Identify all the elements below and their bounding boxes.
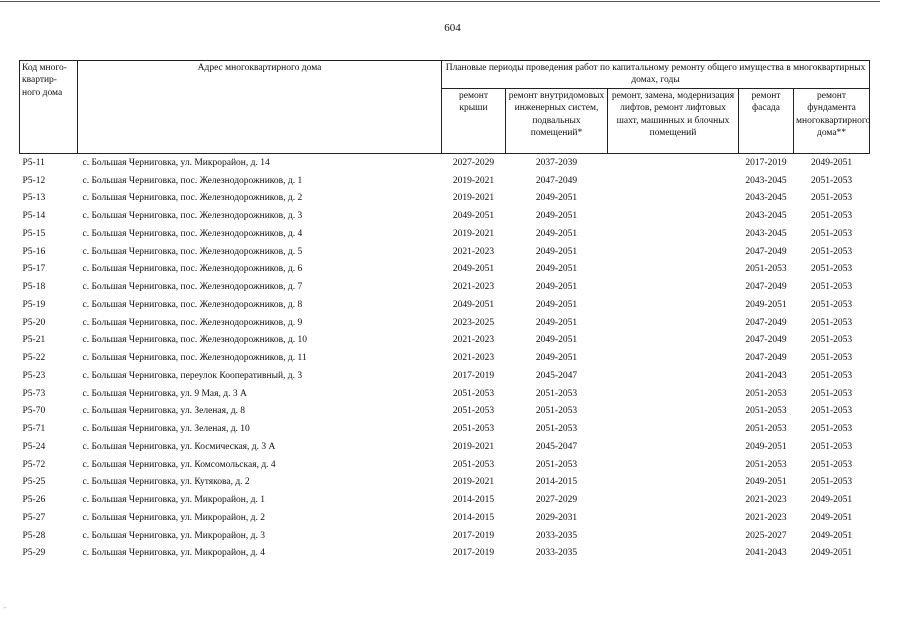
cell-address: с. Большая Черниговка, пос. Железнодорожников, д. 9: [82, 317, 303, 328]
cell-facade: 2047-2049: [745, 317, 787, 328]
cell-address: с. Большая Черниговка, ул. Микрорайон, д. 3: [82, 530, 265, 541]
cell-elevators: [608, 385, 739, 403]
cell-address: с. Большая Черниговка, пос. Железнодорожников, д. 3: [82, 211, 303, 222]
cell-facade: 2049-2051: [745, 477, 787, 488]
header-foundation: ремонт фундамента многоквартирного дома**: [794, 89, 870, 154]
cell-code: Р5-22: [22, 353, 46, 364]
cell-elevators: [608, 225, 739, 243]
cell-elevators: [608, 154, 739, 172]
cell-systems: 2049-2051: [535, 317, 578, 328]
page-number: 604: [444, 22, 461, 34]
cell-systems: 2045-2047: [535, 370, 578, 381]
cell-roof: 2051-2053: [452, 424, 495, 435]
cell-systems: 2049-2051: [535, 211, 578, 222]
cell-roof: 2027-2029: [452, 157, 495, 168]
cell-systems: 2014-2015: [535, 477, 578, 488]
cell-facade: 2047-2049: [745, 335, 787, 346]
cell-systems: 2051-2053: [535, 388, 578, 399]
cell-foundation: 2051-2053: [810, 388, 853, 399]
cell-foundation: 2049-2051: [810, 157, 853, 168]
cell-code: Р5-72: [22, 459, 46, 470]
table-row: [20, 456, 870, 474]
cell-foundation: 2051-2053: [810, 353, 853, 364]
cell-elevators: [608, 367, 739, 385]
header-address: Адрес многоквартирного дома: [78, 61, 442, 154]
cell-code: Р5-28: [22, 530, 46, 541]
cell-roof: 2017-2019: [452, 370, 495, 381]
cell-code: Р5-18: [22, 282, 46, 293]
cell-roof: 2021-2023: [452, 246, 495, 257]
cell-facade: 2051-2053: [745, 424, 787, 435]
cell-elevators: [608, 420, 739, 438]
table-row: [20, 349, 870, 367]
capital-repair-table: [19, 60, 870, 562]
cell-facade: 2047-2049: [745, 246, 787, 257]
cell-roof: 2051-2053: [452, 459, 495, 470]
cell-systems: 2049-2051: [535, 193, 578, 204]
cell-elevators: [608, 491, 739, 509]
cell-foundation: 2049-2051: [810, 548, 853, 559]
cell-address: с. Большая Черниговка, ул. Микрорайон, д. 1: [82, 495, 265, 506]
cell-foundation: 2051-2053: [810, 264, 853, 275]
table-row: [20, 278, 870, 296]
top-rule: [0, 1, 880, 2]
cell-systems: 2047-2049: [535, 175, 578, 186]
cell-facade: 2017-2019: [745, 157, 787, 168]
cell-foundation: 2051-2053: [810, 246, 853, 257]
table-row: [20, 207, 870, 225]
cell-foundation: 2049-2051: [810, 512, 853, 523]
cell-systems: 2027-2029: [535, 495, 578, 506]
cell-foundation: 2051-2053: [810, 459, 853, 470]
cell-elevators: [608, 349, 739, 367]
cell-foundation: 2051-2053: [810, 299, 853, 310]
cell-elevators: [608, 172, 739, 190]
cell-roof: 2019-2021: [452, 193, 495, 204]
cell-address: с. Большая Черниговка, ул. Микрорайон, д. 2: [82, 512, 265, 523]
table-row: [20, 190, 870, 208]
cell-foundation: 2049-2051: [810, 530, 853, 541]
cell-roof: 2017-2019: [452, 548, 495, 559]
table-row: [20, 403, 870, 421]
table-body: [20, 154, 870, 563]
table-row: [20, 438, 870, 456]
cell-foundation: 2051-2053: [810, 406, 853, 417]
table-row: [20, 261, 870, 279]
cell-facade: 2049-2051: [745, 299, 787, 310]
cell-roof: 2023-2025: [452, 317, 495, 328]
cell-facade: 2047-2049: [745, 282, 787, 293]
header-facade: ремонт фасада: [739, 89, 794, 154]
table-row: [20, 527, 870, 545]
cell-address: с. Большая Черниговка, ул. 9 Мая, д. 3 А: [82, 388, 247, 399]
cell-address: с. Большая Черниговка, пос. Железнодорожников, д. 5: [82, 246, 303, 257]
cell-address: с. Большая Черниговка, пос. Железнодорожников, д. 1: [82, 175, 303, 186]
cell-address: с. Большая Черниговка, пос. Железнодорожников, д. 11: [82, 353, 307, 364]
cell-code: Р5-17: [22, 264, 46, 275]
cell-address: с. Большая Черниговка, пос. Железнодорожников, д. 4: [82, 228, 303, 239]
cell-code: Р5-24: [22, 441, 46, 452]
table-row: [20, 172, 870, 190]
cell-address: с. Большая Черниговка, ул. Микрорайон, д. 4: [82, 548, 265, 559]
cell-roof: 2019-2021: [452, 477, 495, 488]
cell-code: Р5-23: [22, 370, 46, 381]
cell-foundation: 2051-2053: [810, 317, 853, 328]
cell-elevators: [608, 527, 739, 545]
cell-elevators: [608, 278, 739, 296]
cell-code: Р5-70: [22, 406, 46, 417]
cell-foundation: 2051-2053: [810, 228, 853, 239]
cell-facade: 2021-2023: [745, 495, 787, 506]
cell-address: с. Большая Черниговка, ул. Кутякова, д. 2: [82, 477, 250, 488]
cell-elevators: [608, 438, 739, 456]
cell-systems: 2049-2051: [535, 282, 578, 293]
cell-facade: 2049-2051: [745, 441, 787, 452]
header-row-main: [20, 61, 870, 89]
cell-facade: 2047-2049: [745, 353, 787, 364]
header-periods: Плановые периоды проведения работ по капитальному ремонту общего имущества в многоквартирных домах, годы: [442, 61, 870, 89]
table-row: [20, 243, 870, 261]
cell-facade: 2025-2027: [745, 530, 787, 541]
cell-facade: 2043-2045: [745, 228, 787, 239]
table-row: [20, 491, 870, 509]
cell-code: Р5-25: [22, 477, 46, 488]
cell-facade: 2021-2023: [745, 512, 787, 523]
cell-facade: 2043-2045: [745, 175, 787, 186]
cell-elevators: [608, 403, 739, 421]
cell-foundation: 2051-2053: [810, 335, 853, 346]
cell-facade: 2051-2053: [745, 459, 787, 470]
cell-roof: 2049-2051: [452, 299, 495, 310]
table-row: [20, 154, 870, 172]
cell-roof: 2017-2019: [452, 530, 495, 541]
table-row: [20, 332, 870, 350]
cell-code: Р5-19: [22, 299, 46, 310]
cell-systems: 2045-2047: [535, 441, 578, 452]
cell-elevators: [608, 314, 739, 332]
cell-roof: 2019-2021: [452, 441, 495, 452]
cell-elevators: [608, 456, 739, 474]
cell-systems: 2049-2051: [535, 264, 578, 275]
cell-roof: 2049-2051: [452, 264, 495, 275]
cell-code: Р5-73: [22, 388, 46, 399]
cell-elevators: [608, 296, 739, 314]
cell-address: с. Большая Черниговка, пос. Железнодорожников, д. 6: [82, 264, 303, 275]
cell-systems: 2049-2051: [535, 228, 578, 239]
cell-roof: 2014-2015: [452, 512, 495, 523]
cell-facade: 2041-2043: [745, 548, 787, 559]
cell-roof: 2021-2023: [452, 353, 495, 364]
table-row: [20, 509, 870, 527]
cell-foundation: 2051-2053: [810, 441, 853, 452]
cell-foundation: 2051-2053: [810, 370, 853, 381]
cell-systems: 2051-2053: [535, 424, 578, 435]
cell-code: Р5-14: [22, 211, 46, 222]
cell-elevators: [608, 509, 739, 527]
cell-code: Р5-11: [22, 157, 45, 168]
cell-address: с. Большая Черниговка, пос. Железнодорожников, д. 2: [82, 193, 303, 204]
cell-roof: 2019-2021: [452, 175, 495, 186]
cell-foundation: 2051-2053: [810, 282, 853, 293]
table-row: [20, 225, 870, 243]
cell-address: с. Большая Черниговка, ул. Зеленая, д. 10: [82, 424, 250, 435]
cell-roof: 2014-2015: [452, 495, 495, 506]
cell-roof: 2021-2023: [452, 335, 495, 346]
table-row: [20, 420, 870, 438]
cell-elevators: [608, 261, 739, 279]
cell-elevators: [608, 474, 739, 492]
cell-systems: 2049-2051: [535, 353, 578, 364]
cell-systems: 2051-2053: [535, 459, 578, 470]
header-elevators: ремонт, замена, модернизация лифтов, ремонт лифтовых шахт, машинных и блочных помещений: [608, 89, 739, 154]
header-systems: ремонт внутридомовых инженерных систем, подвальных помещений*: [506, 89, 608, 154]
cell-roof: 2051-2053: [452, 388, 495, 399]
cell-foundation: 2051-2053: [810, 477, 853, 488]
cell-roof: 2019-2021: [452, 228, 495, 239]
cell-facade: 2051-2053: [745, 406, 787, 417]
cell-foundation: 2051-2053: [810, 175, 853, 186]
cell-address: с. Большая Черниговка, ул. Зеленая, д. 8: [82, 406, 246, 417]
table-row: [20, 314, 870, 332]
cell-address: с. Большая Черниговка, ул. Космическая, д. 3 А: [82, 441, 276, 452]
cell-systems: 2029-2031: [535, 512, 578, 523]
cell-address: с. Большая Черниговка, переулок Кооперативный, д. 3: [82, 370, 303, 381]
table-row: [20, 474, 870, 492]
cell-systems: 2037-2039: [535, 157, 578, 168]
cell-elevators: [608, 332, 739, 350]
cell-foundation: 2049-2051: [810, 495, 853, 506]
table-row: [20, 385, 870, 403]
cell-foundation: 2051-2053: [810, 193, 853, 204]
cell-roof: 2051-2053: [452, 406, 495, 417]
cell-code: Р5-27: [22, 512, 46, 523]
cell-systems: 2051-2053: [535, 406, 578, 417]
cell-facade: 2043-2045: [745, 193, 787, 204]
cell-elevators: [608, 243, 739, 261]
cell-roof: 2049-2051: [452, 211, 495, 222]
cell-code: Р5-20: [22, 317, 46, 328]
cell-elevators: [608, 190, 739, 208]
header-roof: ремонт крыши: [442, 89, 506, 154]
cell-address: с. Большая Черниговка, ул. Комсомольская, д. 4: [82, 459, 276, 470]
cell-foundation: 2051-2053: [810, 211, 853, 222]
cell-address: с. Большая Черниговка, ул. Микрорайон, д. 14: [82, 157, 270, 168]
cell-address: с. Большая Черниговка, пос. Железнодорожников, д. 10: [82, 335, 307, 346]
table-row: [20, 367, 870, 385]
cell-facade: 2051-2053: [745, 264, 787, 275]
cell-systems: 2033-2035: [535, 530, 578, 541]
cell-systems: 2049-2051: [535, 299, 578, 310]
cell-address: с. Большая Черниговка, пос. Железнодорожников, д. 8: [82, 299, 303, 310]
cell-systems: 2049-2051: [535, 335, 578, 346]
cell-facade: 2043-2045: [745, 211, 787, 222]
header-code: Код много-квартир-ного дома: [20, 61, 78, 154]
cell-code: Р5-29: [22, 548, 46, 559]
cell-code: Р5-15: [22, 228, 46, 239]
cell-code: Р5-71: [22, 424, 46, 435]
table-row: [20, 296, 870, 314]
cell-systems: 2033-2035: [535, 548, 578, 559]
cell-elevators: [608, 545, 739, 563]
cell-facade: 2041-2043: [745, 370, 787, 381]
cell-foundation: 2051-2053: [810, 424, 853, 435]
cell-elevators: [608, 207, 739, 225]
cell-code: Р5-13: [22, 193, 46, 204]
table-row: [20, 545, 870, 563]
cell-address: с. Большая Черниговка, пос. Железнодорожников, д. 7: [82, 282, 303, 293]
cell-code: Р5-12: [22, 175, 46, 186]
cell-code: Р5-26: [22, 495, 46, 506]
cell-facade: 2051-2053: [745, 388, 787, 399]
cell-roof: 2021-2023: [452, 282, 495, 293]
cell-code: Р5-21: [22, 335, 46, 346]
cell-systems: 2049-2051: [535, 246, 578, 257]
cell-code: Р5-16: [22, 246, 46, 257]
